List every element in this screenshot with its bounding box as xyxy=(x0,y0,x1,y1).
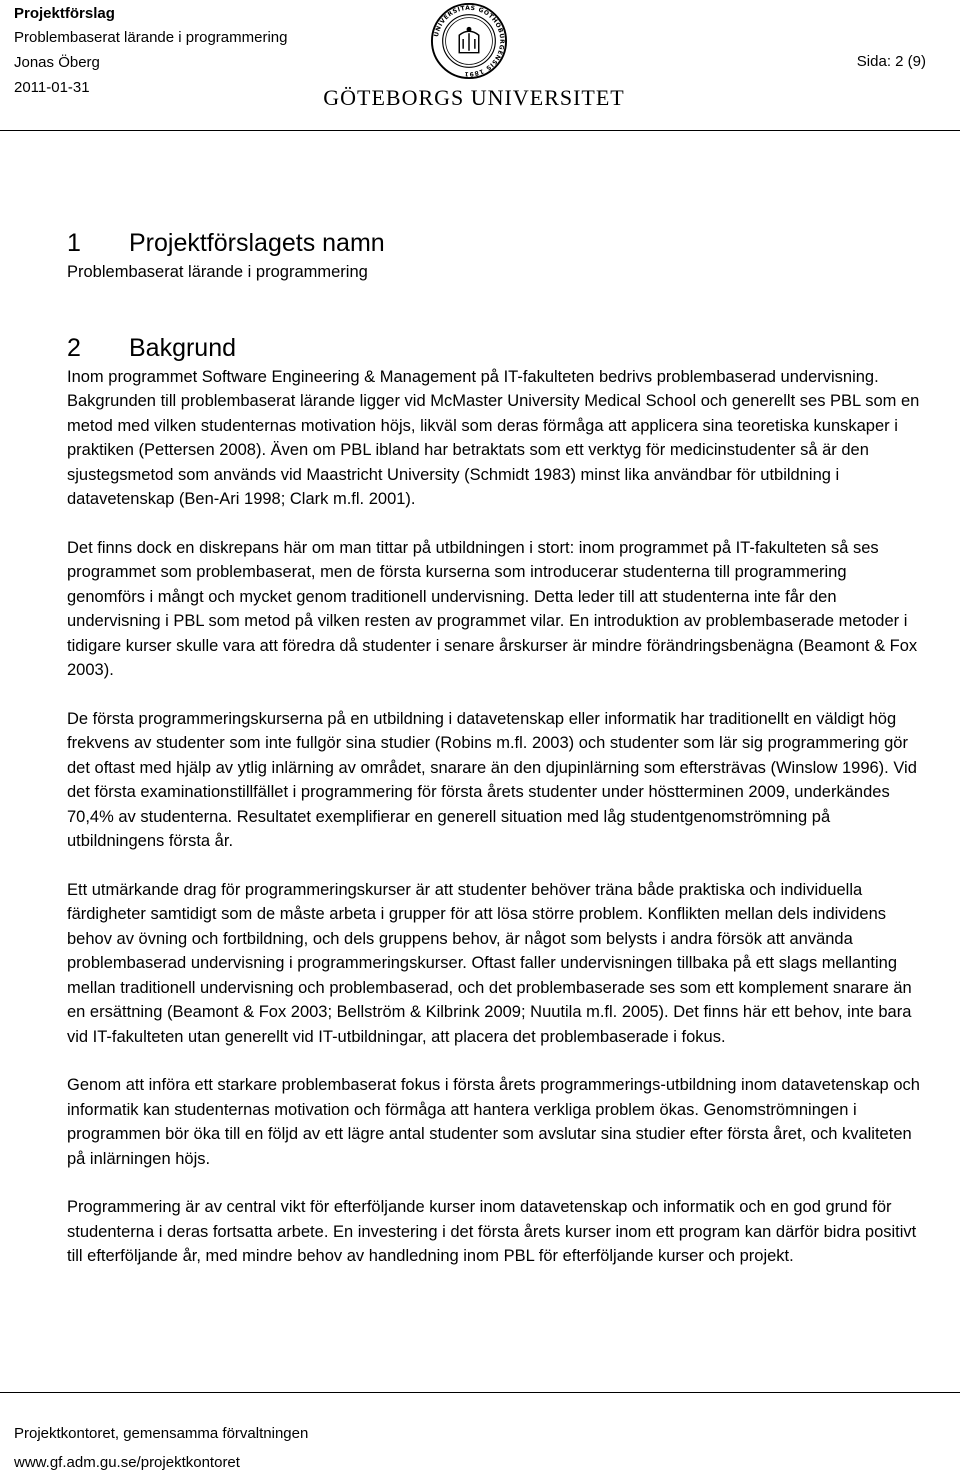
document-date: 2011-01-31 xyxy=(14,79,90,96)
paragraph: Genom att införa ett starkare problembaserat fokus i första årets programmerings-utbildning inom datavetenskap och informatik kan studenternas motivation och förmåga att hantera verkliga problem ökas. Genomströmningen i programmen bör öka till en följd av ett lägre antal studenter som avslutar sina studier efter första året, och kvaliteten på inlärningen höjs. xyxy=(67,1076,920,1168)
footer-url: www.gf.adm.gu.se/projektkontoret xyxy=(14,1454,240,1471)
svg-text:UNIVERSITAS GOTHOBURGENSIS 189: UNIVERSITAS GOTHOBURGENSIS 1891 xyxy=(433,4,506,78)
footer-divider xyxy=(0,1392,960,1393)
document-type: Projektförslag xyxy=(14,5,115,22)
section-1 xyxy=(67,228,927,285)
paragraph: Ett utmärkande drag för programmeringskurser är att studenter behöver träna både praktiska och individuella färdigheter samtidigt som de måste arbeta i grupper för att lösa större problem. Konflikten mellan dels individens behov av övning och fortbildning, och dels gruppens behov, är något som belysts i andra försök att använda problembaserad undervisning i programmeringskurser. Oftast faller undervisningen tillbaka på ett slags mellanting mellan traditionell undervisning och problembaserad, och det problembaserade ses som ett komplement snarare än en ersättning (Beamont & Fox 2003; Bellström & Kilbrink 2009; Nuutila m.fl. 2005). Det finns här ett behov, inte bara vid IT-fakulteten utan generellt vid IT-utbildningar, att placera det problembaserade i fokus. xyxy=(67,880,912,1046)
paragraph: Inom programmet Software Engineering & Management på IT-fakulteten bedrivs problembaserad undervisning. Bakgrunden till problembaserat lärande ligger vid McMaster University Medical School och generellt ses PBL som en metod med vilken studenternas motivation höjs, likväl som deras förmåga att applicera sina teoretiska kunskaper i praktiken (Pettersen 2008). Även om PBL ibland har betraktats som ett verktyg för medicinstudenter så är den sjustegsmetod som används vid Maastricht University (Schmidt 1983) minst lika användbar för utbildning i datavetenskap (Ben-Ari 1998; Clark m.fl. 2001). xyxy=(67,367,920,508)
section-heading xyxy=(67,228,927,258)
section-2 xyxy=(67,333,927,1269)
document-body xyxy=(67,228,927,1293)
university-seal-logo xyxy=(430,2,508,80)
author-name: Jonas Öberg xyxy=(14,54,100,71)
header-divider xyxy=(0,130,960,131)
project-title: Problembaserat lärande i programmering xyxy=(14,29,288,46)
section-number: 2 xyxy=(67,333,81,362)
project-name-value: Problembaserat lärande i programmering xyxy=(67,263,368,281)
page-number: Sida: 2 (9) xyxy=(856,53,926,70)
section-title: Projektförslagets namn xyxy=(129,229,385,257)
paragraph: Det finns dock en diskrepans här om man tittar på utbildningen i stort: inom programmet på IT-fakulteten så ses programmet som problembaserat, men de första kurserna som introducerar studenterna till programmering genomförs i mångt och mycket genom traditionell undervisning. Detta leder till att studenterna inte får den undervisning i PBL som metod på vilken resten av programmet vilar. En introduktion av problembaserade metoder i tidigare kurser skulle vara att föredra då studenter i senare årskurser är mindre förändringsbenägna (Beamont & Fox 2003). xyxy=(67,538,918,679)
footer-office: Projektkontoret, gemensamma förvaltningen xyxy=(14,1425,309,1442)
paragraph: Programmering är av central vikt för efterföljande kurser inom datavetenskap och informatik och en god grund för studenterna i deras fortsatta arbete. En investering i det första årets kurser inom ett program kan därför bidra positivt till efterföljande år, med mindre behov av handledning inom PBL för efterföljande kurser och projekt. xyxy=(67,1198,917,1265)
university-name: GÖTEBORGS UNIVERSITET xyxy=(323,85,625,110)
section-title: Bakgrund xyxy=(129,333,237,362)
paragraph: De första programmeringskurserna på en utbildning i datavetenskap eller informatik har traditionellt en väldigt hög frekvens av studenter som inte fullgör sina studier (Robins m.fl. 2003) och studenter som lär sig programmering gör det oftast med hjälp av ytlig inlärning av området, snarare än den djupinlärning som eftersträvas (Winslow 1996). Vid det första examinationstillfället i programmering för första årets studenter under höstterminen 2009, underkändes 70,4% av studenterna. Resultatet exemplifierar en generell situation med låg studentgenomströmning på utbildningens första år. xyxy=(67,709,917,850)
section-heading xyxy=(67,333,927,363)
section-number: 1 xyxy=(67,229,81,257)
